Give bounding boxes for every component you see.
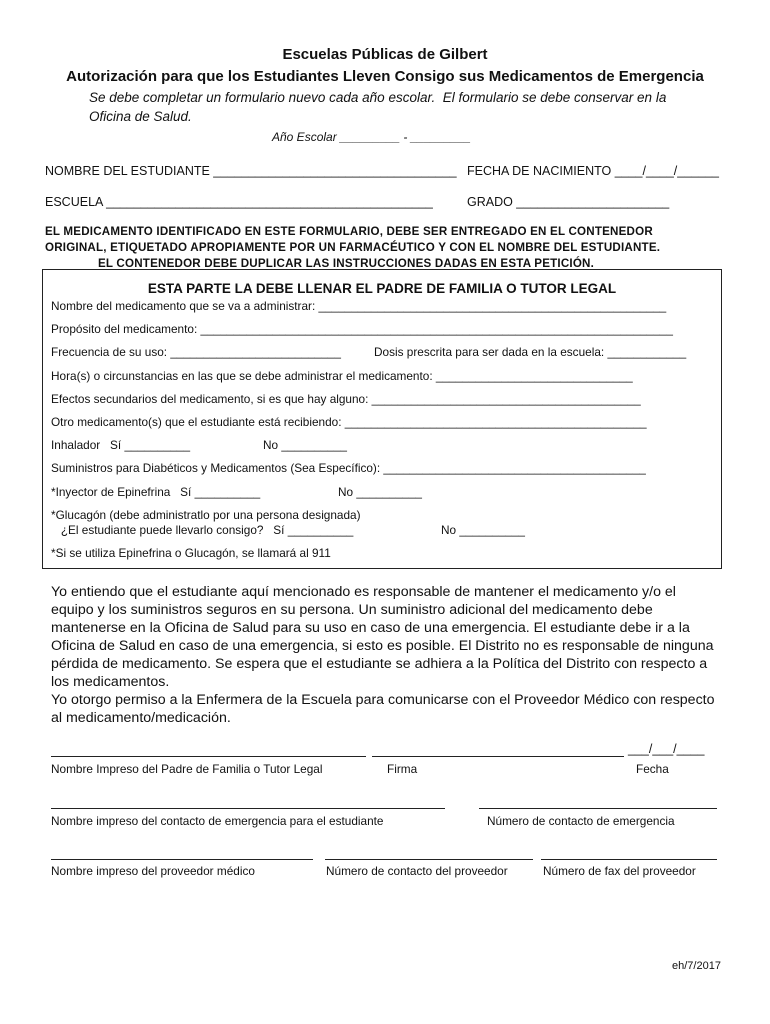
permission-paragraph: Yo otorgo permiso a la Enfermera de la Escuela para comunicarse con el Proveedor Médico con respecto al medicamento/medicación. (51, 692, 715, 726)
emergency-contact-number-line[interactable] (479, 808, 717, 809)
administration-times-field[interactable]: Hora(s) o circunstancias en las que se debe administrar el medicamento: ______________________________ (51, 369, 633, 383)
parent-name-line[interactable] (51, 756, 366, 757)
emergency-contact-name-line[interactable] (51, 808, 445, 809)
diabetic-supplies-field[interactable]: Suministros para Diabéticos y Medicamentos (Sea Específico): ________________________________________ (51, 461, 646, 475)
inhaler-no-field[interactable]: No __________ (263, 438, 347, 452)
birth-date-field[interactable]: FECHA DE NACIMIENTO ____/____/______ (467, 164, 719, 178)
notice-line-1: EL MEDICAMENTO IDENTIFICADO EN ESTE FORMULARIO, DEBE SER ENTREGADO EN EL CONTENEDOR (45, 225, 653, 238)
date-blank[interactable]: ___/___/____ (628, 742, 705, 756)
glucagon-label: *Glucagón (debe administratlo por una persona designada) (51, 508, 361, 522)
school-year-field[interactable]: Año Escolar _________ - _________ (272, 130, 471, 144)
revision-code: eh/7/2017 (672, 960, 721, 972)
emergency-contact-number-label: Número de contacto de emergencia (487, 814, 675, 828)
student-name-field[interactable]: NOMBRE DEL ESTUDIANTE ___________________________________ (45, 164, 457, 178)
provider-fax-label: Número de fax del proveedor (543, 864, 696, 878)
parent-name-label: Nombre Impreso del Padre de Familia o Tutor Legal (51, 762, 323, 776)
signature-label: Firma (387, 762, 418, 776)
school-name: Escuelas Públicas de Gilbert (282, 46, 488, 63)
date-label: Fecha (636, 762, 669, 776)
school-field[interactable]: ESCUELA _______________________________________________ (45, 195, 433, 209)
dose-field[interactable]: Dosis prescrita para ser dada en la escuela: ____________ (374, 345, 687, 359)
parent-section-heading: ESTA PARTE LA DEBE LLENAR EL PADRE DE FAMILIA O TUTOR LEGAL (147, 281, 617, 296)
glucagon-no-field[interactable]: No __________ (441, 523, 525, 537)
instruction-line-2: Oficina de Salud. (89, 109, 192, 124)
instruction-line-1: Se debe completar un formulario nuevo cada año escolar. El formulario se debe conservar en la (89, 90, 667, 105)
inhaler-yes-field[interactable]: Inhalador Sí __________ (51, 438, 191, 452)
responsibility-paragraph: Yo entiendo que el estudiante aquí mencionado es responsable de mantener el medicamento y/o el equipo y los suministros seguros en su persona. Un suministro adicional del medicamento debe mantenerse en la Oficina de Salud para su uso en caso de una emergencia. El estudiante debe ir a la Oficina de Salud en caso de una emergencia, si esto es posible. El Distrito no es responsable de ninguna pérdida de medicamento. Se espera que el estudiante se adhiera a la Política del Distrito con respecto a los medicamentos. (51, 584, 714, 690)
frequency-field[interactable]: Frecuencia de su uso: __________________________ (51, 345, 341, 359)
epinephrine-no-field[interactable]: No __________ (338, 485, 422, 499)
epinephrine-yes-field[interactable]: *Inyector de Epinefrina Sí __________ (51, 485, 261, 499)
authorization-statement (51, 583, 719, 727)
medication-name-field[interactable]: Nombre del medicamento que se va a administrar: _____________________________________________________ (51, 299, 667, 313)
form-title: Autorización para que los Estudiantes Lleven Consigo sus Medicamentos de Emergencia (66, 68, 704, 85)
glucagon-yes-field[interactable]: ¿El estudiante puede llevarlo consigo? Sí __________ (51, 523, 354, 537)
notice-line-3: EL CONTENEDOR DEBE DUPLICAR LAS INSTRUCCIONES DADAS EN ESTA PETICIÓN. (98, 257, 595, 270)
provider-name-label: Nombre impreso del proveedor médico (51, 864, 255, 878)
notice-line-2: ORIGINAL, ETIQUETADO APROPIAMENTE POR UN FARMACÉUTICO Y CON EL NOMBRE DEL ESTUDIANTE. (45, 241, 661, 254)
provider-number-label: Número de contacto del proveedor (326, 864, 508, 878)
medication-purpose-field[interactable]: Propósito del medicamento: ________________________________________________________________________ (51, 322, 673, 336)
provider-fax-line[interactable] (541, 859, 717, 860)
side-effects-field[interactable]: Efectos secundarios del medicamento, si es que hay alguno: _________________________________________ (51, 392, 641, 406)
emergency-911-note: *Si se utiliza Epinefrina o Glucagón, se llamará al 911 (51, 546, 331, 560)
emergency-contact-name-label: Nombre impreso del contacto de emergencia para el estudiante (51, 814, 384, 828)
grade-field[interactable]: GRADO ______________________ (467, 195, 670, 209)
provider-number-line[interactable] (325, 859, 533, 860)
provider-name-line[interactable] (51, 859, 313, 860)
signature-line[interactable] (372, 756, 624, 757)
other-medications-field[interactable]: Otro medicamento(s) que el estudiante está recibiendo: ______________________________________________ (51, 415, 647, 429)
